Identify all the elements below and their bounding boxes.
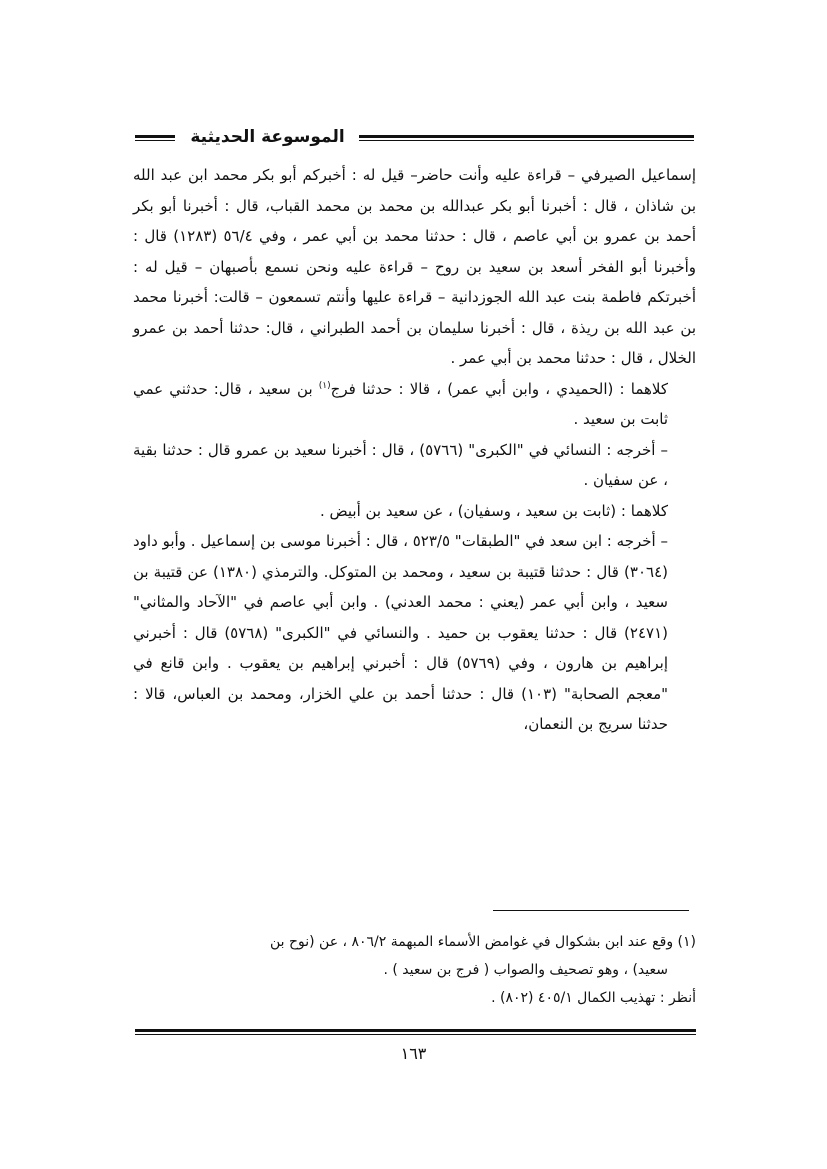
- paragraph-takhrij-ibn-sad: – أخرجه : ابن سعد في "الطبقات" ٥٢٣/٥ ، قال : أخبرنا موسى بن إسماعيل . وأبو داود (٣٠٦٤) قال : حدثنا قتيبة بن سعيد ، ومحمد بن المتوكل. والترمذي (١٣٨٠) عن قتيبة بن سعيد ، وابن أبي عمر (يعني : محمد العدني) . وابن أبي عاصم في "الآحاد والمثاني" (٢٤٧١) قال : حدثنا يعقوب بن حميد . والنسائي في "الكبرى" (٥٧٦٨) قال : أخبرني إبراهيم بن هارون ، وفي (٥٧٦٩) قال : أخبرني إبراهيم بن يعقوب . وابن قانع في "معجم الصحابة" (١٠٣) قال : حدثنا أحمد بن علي الخزار، ومحمد بن العباس، قالا : حدثنا سريج بن النعمان،: [133, 532, 669, 733]
- paragraph-kilahuma-1-before: كلاهما : (الحميدي ، وابن أبي عمر) ، قالا : حدثنا فرج: [330, 379, 668, 398]
- running-header: [135, 122, 694, 156]
- footnote-1-line-3: أنظر : تهذيب الكمال ٤٠٥/١ (٨٠٢) .: [491, 990, 696, 1006]
- bottom-rule: [135, 1029, 696, 1035]
- footnote-1-line-2: سعيد) ، وهو تصحيف والصواب ( فرج بن سعيد ) .: [383, 962, 668, 978]
- paragraph-kilahuma-1: [133, 374, 696, 435]
- footnote-ref-1[interactable]: (١): [318, 380, 331, 391]
- paragraph-kilahuma-2: كلاهما : (ثابت بن سعيد ، وسفيان) ، عن سعيد بن أبيض .: [319, 501, 668, 520]
- paragraph-kilahuma-1-after: بن سعيد ، قال: حدثني عمي ثابت بن سعيد .: [133, 379, 668, 428]
- footnote-1-line-1: (١) وقع عند ابن بشكوال في غوامض الأسماء المبهمة ٨٠٦/٢ ، عن (نوح بن: [269, 934, 696, 950]
- paragraph-isnad-1: إسماعيل الصيرفي – قراءة عليه وأنت حاضر– قيل له : أخبركم أبو بكر محمد ابن عبد الله بن شاذان ، قال : أخبرنا أبو بكر عبدالله بن محمد بن محمد القباب، قال : أخبرنا أبو بكر أحمد بن عمرو بن أبي عاصم ، قال : حدثنا محمد بن أبي عمر ، وفي ٥٦/٤ (١٢٨٣) قال : وأخبرنا أبو الفخر أسعد بن سعيد بن روح – قراءة عليه ونحن نسمع بأصبهان – قيل له : أخبرتكم فاطمة بنت عبد الله الجوزدانية – قراءة عليها وأنتم تسمعون – قالت: أخبرنا محمد بن عبد الله بن ريذة ، قال : أخبرنا سليمان بن أحمد الطبراني ، قال: حدثنا أحمد بن عمرو الخلال ، قال : حدثنا محمد بن أبي عمر .: [133, 166, 696, 367]
- header-title: الموسوعة الحديثية: [190, 127, 345, 147]
- footnote-separator: [493, 910, 689, 911]
- main-text: [133, 160, 696, 740]
- page-number: ١٦٣: [400, 1044, 427, 1063]
- footnotes: [136, 928, 696, 1012]
- header-rule-left: [135, 135, 175, 141]
- paragraph-takhrij-nasai: – أخرجه : النسائي في "الكبرى" (٥٧٦٦) ، قال : أخبرنا سعيد بن عمرو قال : حدثنا بقية ، عن سفيان .: [133, 440, 668, 489]
- header-rule-right: [359, 135, 694, 141]
